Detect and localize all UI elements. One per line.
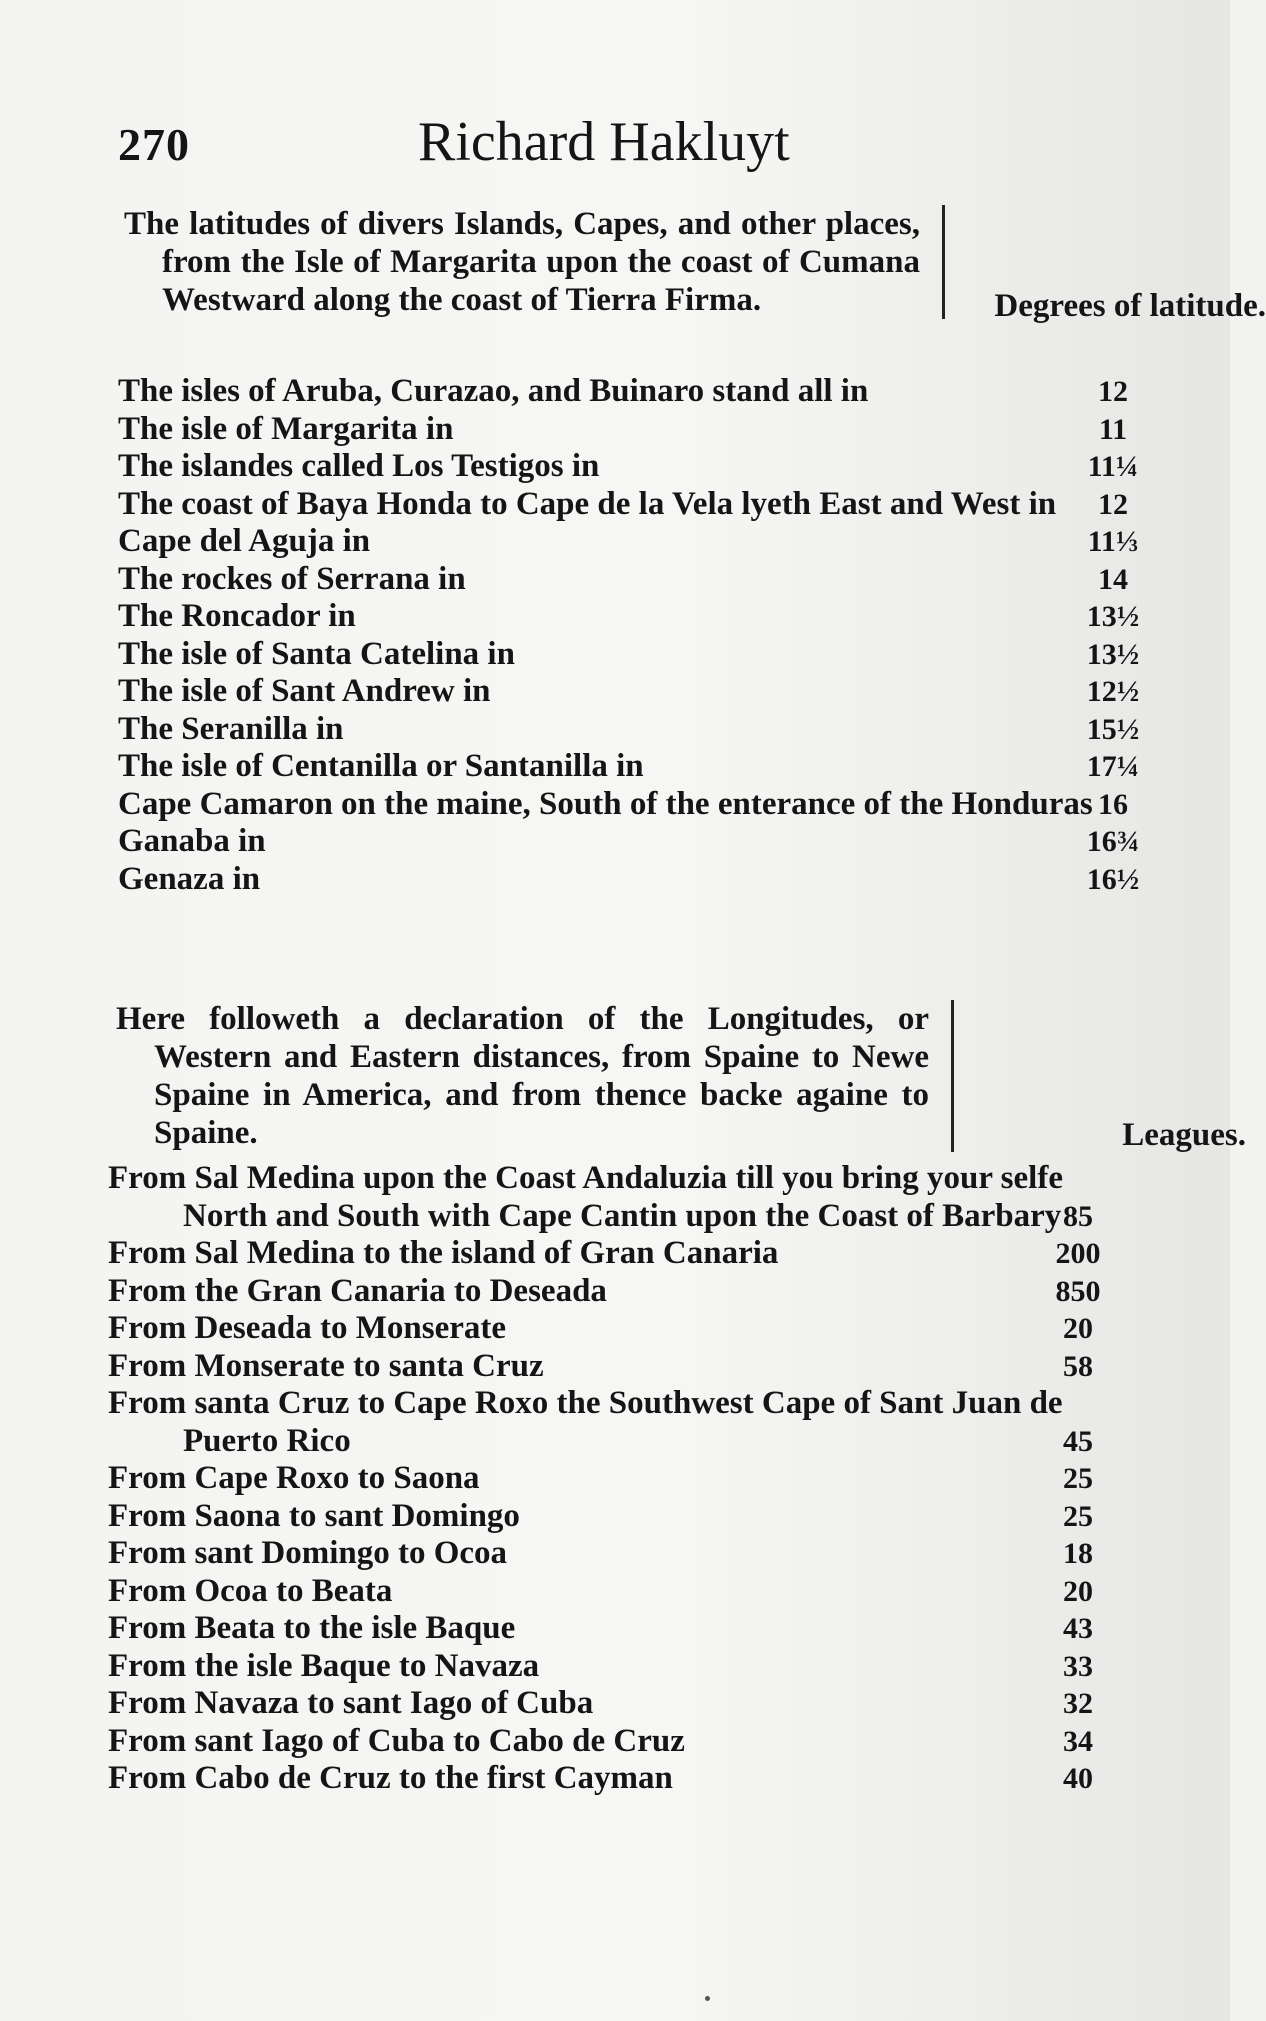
table-row [108,1498,1113,1536]
route-name: From Sal Medina to the island of Gran Canaria [108,1235,779,1271]
route-name: From Monserate to santa Cruz [108,1347,544,1384]
league-value: 85 [1063,1199,1093,1233]
route-name: From Beata to the isle Baque [108,1610,516,1646]
table-row [118,598,1148,636]
table-row [108,1648,1113,1686]
latitude-value: 16 [1098,787,1128,821]
table-row [108,1235,1113,1273]
latitude-value: 11¼ [1087,450,1139,483]
latitude-value: 15½ [1086,712,1140,746]
table-row [108,1273,1113,1311]
place-name: The isle of Margarita in [118,410,454,447]
table-row [118,711,1148,749]
league-value: 25 [1063,1499,1093,1533]
latitude-value: 17¼ [1086,750,1140,783]
place-name: Ganaba in [118,823,266,859]
place-name: The isle of Centanilla or Santanilla in [118,748,644,784]
route-name: From Saona to sant Domingo [108,1497,520,1534]
league-value: 18 [1063,1537,1093,1570]
route-name: From Navaza to sant Iago of Cuba [108,1685,594,1721]
table-row [118,486,1148,524]
place-name: The isle of Sant Andrew in [118,673,491,709]
table-row [108,1535,1113,1573]
table-row [108,1723,1113,1761]
table-row [108,1760,1113,1798]
league-value: 32 [1063,1687,1093,1720]
page-number: 270 [118,119,190,170]
league-value: 40 [1063,1762,1093,1795]
latitude-value: 11 [1098,412,1128,446]
league-value: 25 [1063,1462,1093,1495]
table-row [118,823,1148,861]
table-row [118,411,1148,449]
place-name: The islandes called Los Testigos in [118,448,600,484]
table-row [108,1685,1113,1723]
route-name: From sant Iago of Cuba to Cabo de Cruz [108,1722,685,1759]
latitude-value: 14 [1098,562,1128,596]
league-value: 20 [1063,1312,1093,1345]
route-name: From Deseada to Monserate [108,1310,507,1346]
league-value: 34 [1063,1724,1093,1758]
place-name: The Roncador in [118,598,356,634]
table-row [118,673,1148,711]
table-row [118,636,1148,674]
table-row [108,1573,1113,1611]
place-name: The isle of Santa Catelina in [118,635,515,672]
league-value: 850 [1055,1274,1101,1308]
table-row [118,748,1148,786]
latitudes-intro: The latitudes of divers Islands, Capes, and other places, from the Isle of Margarita upon the coast of Cumana Westward along the coast of Tierra Firma. [124,205,945,319]
place-name: Cape del Aguja in [118,523,371,559]
table-row [118,861,1148,899]
route-name: From Cape Roxo to Saona [108,1460,480,1496]
latitude-value: 12 [1098,375,1128,408]
route-name: From the Gran Canaria to Deseada [108,1272,607,1309]
place-name: Cape Camaron on the maine, South of the enterance of the Honduras [118,785,1093,822]
latitude-value: 13½ [1086,600,1140,633]
longitudes-column-label: Leagues. [1122,1117,1246,1153]
table-row [108,1385,1113,1460]
longitudes-intro: Here followeth a declaration of the Longitudes, or Western and Eastern distances, from Spaine to Newe Spaine in America, and from thence backe againe to Spaine. [116,1000,954,1152]
table-row [108,1160,1113,1235]
table-row [108,1348,1113,1386]
route-name: From Ocoa to Beata [108,1572,393,1609]
table-row [118,523,1148,561]
table-row [108,1610,1113,1648]
route-name: From the isle Baque to Navaza [108,1647,540,1684]
league-value: 43 [1063,1612,1093,1645]
running-title: Richard Hakluyt [418,111,790,173]
latitude-value: 16½ [1086,862,1140,896]
longitudes-table [108,1160,1113,1798]
print-speck [705,1996,710,2001]
place-name: Genaza in [118,860,261,897]
latitude-value: 11⅓ [1087,525,1139,558]
place-name: The isles of Aruba, Curazao, and Buinaro stand all in [118,373,869,409]
table-row [108,1310,1113,1348]
league-value: 200 [1055,1237,1101,1270]
league-value: 20 [1063,1574,1093,1608]
route-name: From Cabo de Cruz to the first Cayman [108,1760,673,1796]
table-row [108,1460,1113,1498]
latitude-value: 13½ [1086,637,1140,671]
league-value: 33 [1063,1649,1093,1683]
place-name: The rockes of Serrana in [118,560,466,597]
latitudes-table [118,373,1148,898]
route-name: From Sal Medina upon the Coast Andaluzia till you bring your selfe North and South with Cape Cantin upon the Coast of Barbary [108,1160,1063,1234]
page-header [118,110,918,180]
latitude-value: 12½ [1086,675,1140,708]
table-row [118,448,1148,486]
place-name: The Seranilla in [118,710,344,747]
table-row [118,561,1148,599]
league-value: 45 [1063,1424,1093,1458]
latitude-value: 16¾ [1086,825,1140,858]
route-name: From sant Domingo to Ocoa [108,1535,508,1571]
route-name: From santa Cruz to Cape Roxo the Southwest Cape of Sant Juan de Puerto Rico [108,1385,1063,1459]
table-row [118,373,1148,411]
place-name: The coast of Baya Honda to Cape de la Vela lyeth East and West in [118,485,1057,522]
league-value: 58 [1063,1349,1093,1383]
latitudes-column-label: Degrees of latitude. [994,288,1266,324]
table-row [118,786,1148,824]
latitude-value: 12 [1098,487,1128,521]
